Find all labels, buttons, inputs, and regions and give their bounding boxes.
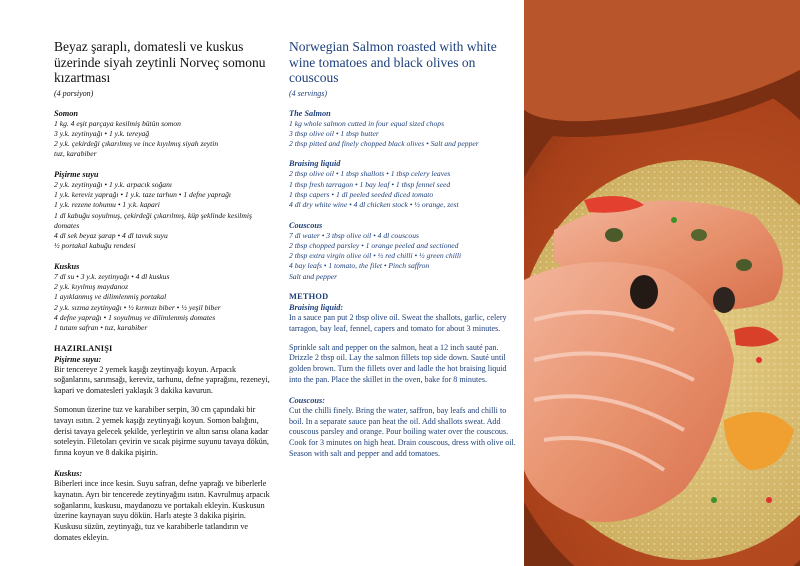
method-paragraph: Bir tencereye 2 yemek kaşığı zeytinyağı koyun. Arpacık soğanlarını, sarımsağı, kereviz, tarhunu, defne yaprağını, rezeneyi, kapari ve domatesleri yaklaşık 3 dakika kavurun. xyxy=(54,364,270,396)
ingredient-line: 4 defne yaprağı • 1 soyulmuş ve dilimlenmiş domates xyxy=(54,312,216,322)
ingredient-line: 3 y.k. zeytinyağı • 1 y.k. tereyağ xyxy=(54,128,150,138)
ingredient-line: ½ portakal kabuğu rendesi xyxy=(54,241,136,251)
ingredient-line: 1 y.k. kereviz yaprağı • 1 y.k. taze tarhun • 1 defne yaprağı xyxy=(54,189,231,199)
salmon-dish-illustration xyxy=(524,0,800,566)
ingredient-line: 7 dl su • 3 y.k. zeytinyağı • 4 dl kuskus xyxy=(54,271,170,281)
ingredient-line: 4 bay leafs • 1 tomato, the filet • Pinch saffron xyxy=(289,261,430,271)
english-recipe-title: Norwegian Salmon roasted with white wine tomatoes and black olives on couscous xyxy=(289,39,497,85)
english-section-heading-braising: Braising liquid xyxy=(289,159,341,169)
ingredient-line: 1 dl kabuğu soyulmuş, çekirdeği çıkarılmış, küp şeklinde kesilmiş domates xyxy=(54,210,252,230)
ingredient-line: 2 tbsp extra virgin olive oil • ½ red chilli • ½ green chilli xyxy=(289,251,462,261)
english-servings: (4 servings) xyxy=(289,88,327,98)
method-paragraph: Biberleri ince ince kesin. Suyu safran, defne yaprağı ve biberlerle kaynatın. Ayrı bir tencerede zeytinyağını ısıtın. Kavrulmuş arpacık soğanlarını, kuskusu, maydanozu ve portakalı ekleyin. Kuskusun üzerine kaynayan suyu dökün. Harlı ateşte 3 dakika pişirin. Kuskusu süzün, zeytinyağı, tuz ve karabiberle tatlandırın ve domates ekleyin. xyxy=(54,478,270,542)
caper xyxy=(736,259,752,271)
black-olive xyxy=(630,275,658,309)
caper xyxy=(691,229,707,241)
ingredient-line: 1 tbsp fresh tarragon • 1 bay leaf • 1 tbsp fennel seed xyxy=(289,179,451,189)
turkish-method-heading-braising: Pişirme suyu: xyxy=(54,354,102,364)
ingredient-line: 2 y.k. zeytinyağı • 1 y.k. arpacık soğanı xyxy=(54,179,173,189)
turkish-servings: (4 porsiyon) xyxy=(54,88,94,98)
ingredient-line: 1 kg. 4 eşit parçaya kesilmiş bütün somon xyxy=(54,118,181,128)
ingredient-line: 1 kg whole salmon cutted in four equal sized chops xyxy=(289,118,445,128)
english-method-heading-couscous: Couscous: xyxy=(289,395,325,405)
english-recipe-column xyxy=(289,0,517,460)
ingredient-line: 2 tbsp chopped parsley • 1 orange peeled and sectioned xyxy=(289,240,459,250)
english-section-heading-couscous: Couscous xyxy=(289,220,323,230)
turkish-method-label: HAZIRLANIŞI xyxy=(54,343,113,353)
caper xyxy=(605,228,623,242)
turkish-method-heading-couscous: Kuskus: xyxy=(54,468,83,478)
black-olive xyxy=(713,287,735,313)
english-method-heading-braising: Braising liquid: xyxy=(289,303,344,313)
turkish-section-heading-braising: Pişirme suyu xyxy=(54,169,99,179)
english-section-heading-salmon: The Salmon xyxy=(289,108,331,118)
salmon-dish-photo xyxy=(524,0,800,566)
turkish-section-heading-salmon: Somon xyxy=(54,108,78,118)
ingredient-line: 2 y.k. çekirdeği çıkarılmış ve ince kıyılmış siyah zeytin xyxy=(54,139,219,149)
method-paragraph: Cut the chilli finely. Bring the water, saffron, bay leafs and chilli to boil. In a separate sauce pan heat the oil. Add shallots sweat. Add couscous parsley and orange. Pour boiling water over the couscous. Cook for 3 minutes on high heat. Drain couscous, dress with olive oil. Season with salt and pepper and add tomatoes. xyxy=(289,405,516,459)
ingredient-line: tuz, karabiber xyxy=(54,149,97,159)
ingredient-line: 3 tbsp olive oil • 1 tbsp butter xyxy=(289,128,379,138)
ingredient-line: 1 tbsp capers • 1 dl peeled seeded diced tomato xyxy=(289,189,434,199)
turkish-section-heading-couscous: Kuskus xyxy=(54,261,80,271)
ingredient-line: 4 dl dry white wine • 4 dl chicken stock • ½ orange, zest xyxy=(289,200,459,210)
ingredient-line: 2 y.k. sızma zeytinyağı • ½ kırmızı biber • ½ yeşil biber xyxy=(54,302,221,312)
method-paragraph: In a sauce pan put 2 tbsp olive oil. Sweat the shallots, garlic, celery tarragon, bay leaf, fennel, capers and tomato for about 3 minutes. xyxy=(289,313,507,333)
ingredient-line: 1 tutam safran • tuz, karabiber xyxy=(54,323,148,333)
ingredient-line: 4 dl sek beyaz şarap • 4 dl tavuk suyu xyxy=(54,231,168,241)
ingredient-line: 2 tbsp olive oil • 1 tbsp shallots • 1 tbsp celery leaves xyxy=(289,169,451,179)
turkish-recipe-column xyxy=(54,0,272,544)
ingredient-line: 1 ayıklanmış ve dilimlenmiş portakal xyxy=(54,292,167,302)
method-paragraph: Somonun üzerine tuz ve karabiber serpin, 30 cm çapındaki bir tavayı ısıtın. 2 yemek kaşığı zeytinyağı koyun. Somon balığını, derisi tavaya gelecek şekilde, yerleştirin ve altın sarısı olana kadar soteleyin. Filetoları çevirin ve sıcak pişirme suyunu tavaya dökün, fırına koyun ve 8 dakika pişirin. xyxy=(54,404,269,458)
ingredient-line: 2 y.k. kıyılmış maydanoz xyxy=(54,282,129,292)
ingredient-line: 1 y.k. rezene tohumu • 1 y.k. kapari xyxy=(54,200,160,210)
ingredient-line: Salt and pepper xyxy=(289,271,338,281)
english-method-label: METHOD xyxy=(289,292,329,302)
ingredient-line: 7 dl water • 3 tbsp olive oil • 4 dl couscous xyxy=(289,230,419,240)
method-paragraph: Sprinkle salt and pepper on the salmon, heat a 12 inch sauté pan. Drizzle 2 tbsp oil. Lay the salmon fillets top side down. Sauté until golden brown. Turn the fillets over and ladle the hot braising liquid into the pan. Place the skillet in the oven, bake for 8 minutes. xyxy=(289,342,507,385)
turkish-recipe-title: Beyaz şaraplı, domatesli ve kuskus üzerinde siyah zeytinli Norveç somonu kızartması xyxy=(54,39,266,85)
ingredient-line: 2 tbsp pitted and finely chopped black olives • Salt and pepper xyxy=(289,139,479,149)
